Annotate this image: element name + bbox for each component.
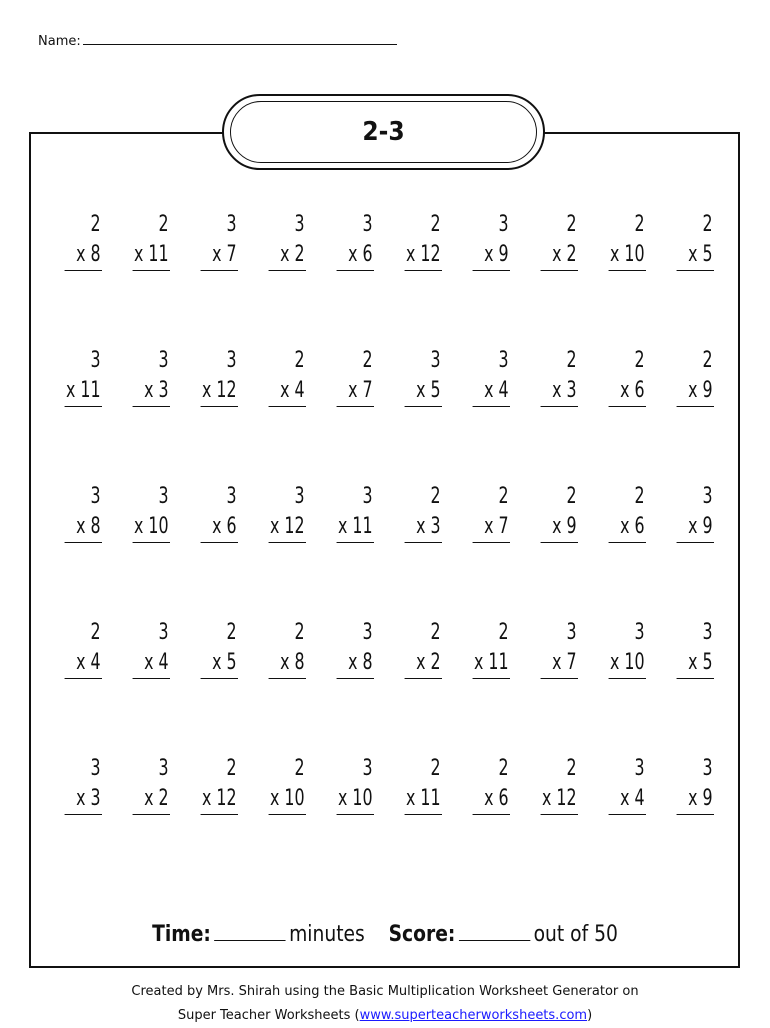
problem-2-4 (269, 346, 306, 407)
problem-2-1 (65, 346, 102, 407)
problem-5-1 (65, 754, 102, 815)
multiplier: x 6 (609, 512, 646, 543)
problem-4-8 (541, 618, 578, 679)
multiplier: x 4 (133, 648, 170, 679)
multiplicand: 2 (566, 484, 577, 509)
problem-4-7 (473, 618, 510, 679)
multiplier: x 5 (677, 240, 714, 271)
problem-5-10 (677, 754, 714, 815)
multiplier: x 3 (405, 512, 442, 543)
problem-1-7 (473, 210, 510, 271)
score-blank[interactable] (459, 922, 530, 941)
problem-1-3 (201, 210, 238, 271)
multiplier: x 9 (677, 376, 714, 407)
multiplier: x 12 (405, 240, 442, 271)
multiplicand: 3 (362, 756, 373, 781)
problem-2-10 (677, 346, 714, 407)
multiplicand: 2 (566, 212, 577, 237)
multiplier: x 9 (677, 784, 714, 815)
time-score-line (58, 922, 713, 947)
multiplier: x 11 (405, 784, 442, 815)
multiplicand: 2 (294, 620, 305, 645)
multiplicand: 3 (362, 212, 373, 237)
multiplicand: 3 (498, 212, 509, 237)
problem-2-3 (201, 346, 238, 407)
problem-4-5 (337, 618, 374, 679)
site-link[interactable]: www.superteacherworksheets.com (359, 1008, 588, 1023)
problem-3-6 (405, 482, 442, 543)
multiplicand: 2 (634, 348, 645, 373)
multiplier: x 7 (201, 240, 238, 271)
out-of-label: out of 50 (533, 922, 618, 947)
problem-3-5 (337, 482, 374, 543)
multiplier: x 10 (269, 784, 306, 815)
problem-3-8 (541, 482, 578, 543)
multiplicand: 3 (90, 756, 101, 781)
problem-3-4 (269, 482, 306, 543)
multiplicand: 3 (226, 212, 237, 237)
multiplier: x 8 (65, 512, 102, 543)
multiplicand: 2 (566, 756, 577, 781)
problem-2-2 (133, 346, 170, 407)
multiplicand: 2 (430, 484, 441, 509)
multiplicand: 3 (158, 348, 169, 373)
multiplier: x 4 (609, 784, 646, 815)
multiplicand: 2 (566, 348, 577, 373)
multiplicand: 3 (702, 756, 713, 781)
multiplier: x 6 (337, 240, 374, 271)
problem-2-6 (405, 346, 442, 407)
problem-4-2 (133, 618, 170, 679)
score-label: Score: (388, 922, 456, 947)
name-label: Name: (38, 34, 81, 49)
credits-suffix: ) (587, 1008, 593, 1023)
problem-5-3 (201, 754, 238, 815)
multiplicand: 2 (634, 212, 645, 237)
multiplier: x 6 (473, 784, 510, 815)
problem-4-4 (269, 618, 306, 679)
multiplier: x 10 (133, 512, 170, 543)
worksheet-title: 2-3 (362, 117, 405, 147)
multiplier: x 5 (201, 648, 238, 679)
multiplier: x 11 (65, 376, 102, 407)
multiplier: x 7 (337, 376, 374, 407)
problem-3-7 (473, 482, 510, 543)
problem-1-1 (65, 210, 102, 271)
problem-1-9 (609, 210, 646, 271)
credits (0, 980, 770, 1028)
problem-1-6 (405, 210, 442, 271)
problem-3-10 (677, 482, 714, 543)
multiplicand: 3 (634, 620, 645, 645)
multiplier: x 11 (337, 512, 374, 543)
multiplicand: 3 (90, 484, 101, 509)
multiplicand: 2 (226, 620, 237, 645)
credits-line-2 (0, 1004, 770, 1028)
problem-5-7 (473, 754, 510, 815)
multiplier: x 10 (609, 648, 646, 679)
multiplicand: 2 (498, 484, 509, 509)
multiplicand: 3 (294, 212, 305, 237)
problem-5-6 (405, 754, 442, 815)
multiplier: x 4 (269, 376, 306, 407)
problem-1-8 (541, 210, 578, 271)
multiplier: x 4 (473, 376, 510, 407)
problem-4-6 (405, 618, 442, 679)
multiplier: x 3 (541, 376, 578, 407)
multiplicand: 2 (702, 212, 713, 237)
multiplier: x 12 (201, 376, 238, 407)
multiplicand: 3 (498, 348, 509, 373)
problem-3-3 (201, 482, 238, 543)
multiplicand: 2 (634, 484, 645, 509)
multiplicand: 3 (430, 348, 441, 373)
minutes-label: minutes (289, 922, 365, 947)
credits-prefix: Super Teacher Worksheets ( (177, 1008, 360, 1023)
time-blank[interactable] (214, 922, 285, 941)
multiplicand: 3 (90, 348, 101, 373)
problem-1-2 (133, 210, 170, 271)
multiplier: x 12 (269, 512, 306, 543)
multiplicand: 3 (362, 620, 373, 645)
multiplicand: 2 (498, 620, 509, 645)
multiplier: x 8 (337, 648, 374, 679)
multiplicand: 3 (702, 620, 713, 645)
problem-5-2 (133, 754, 170, 815)
multiplicand: 2 (294, 348, 305, 373)
multiplicand: 2 (90, 212, 101, 237)
problem-2-7 (473, 346, 510, 407)
multiplicand: 3 (226, 484, 237, 509)
time-label: Time: (152, 922, 211, 947)
multiplicand: 3 (566, 620, 577, 645)
multiplier: x 12 (201, 784, 238, 815)
problem-5-5 (337, 754, 374, 815)
multiplier: x 7 (541, 648, 578, 679)
multiplicand: 2 (430, 620, 441, 645)
problem-3-2 (133, 482, 170, 543)
multiplicand: 2 (90, 620, 101, 645)
problem-2-8 (541, 346, 578, 407)
multiplier: x 9 (541, 512, 578, 543)
problem-4-9 (609, 618, 646, 679)
multiplier: x 11 (473, 648, 510, 679)
problem-3-9 (609, 482, 646, 543)
multiplicand: 2 (362, 348, 373, 373)
multiplier: x 5 (405, 376, 442, 407)
multiplier: x 5 (677, 648, 714, 679)
problem-5-8 (541, 754, 578, 815)
multiplicand: 2 (430, 756, 441, 781)
multiplier: x 9 (677, 512, 714, 543)
multiplier: x 6 (201, 512, 238, 543)
multiplier: x 12 (541, 784, 578, 815)
multiplicand: 2 (158, 212, 169, 237)
multiplicand: 3 (158, 756, 169, 781)
problem-1-5 (337, 210, 374, 271)
problem-2-5 (337, 346, 374, 407)
multiplier: x 9 (473, 240, 510, 271)
multiplicand: 3 (158, 484, 169, 509)
multiplicand: 2 (702, 348, 713, 373)
multiplicand: 2 (498, 756, 509, 781)
multiplier: x 2 (269, 240, 306, 271)
multiplicand: 3 (158, 620, 169, 645)
multiplier: x 2 (133, 784, 170, 815)
credits-line-1: Created by Mrs. Shirah using the Basic Multiplication Worksheet Generator on (131, 984, 639, 999)
multiplier: x 10 (337, 784, 374, 815)
multiplicand: 3 (294, 484, 305, 509)
problem-5-4 (269, 754, 306, 815)
multiplier: x 8 (269, 648, 306, 679)
multiplier: x 6 (609, 376, 646, 407)
multiplicand: 3 (634, 756, 645, 781)
multiplicand: 2 (430, 212, 441, 237)
multiplicand: 2 (294, 756, 305, 781)
problem-4-1 (65, 618, 102, 679)
multiplier: x 10 (609, 240, 646, 271)
multiplicand: 3 (702, 484, 713, 509)
multiplicand: 2 (226, 756, 237, 781)
problem-5-9 (609, 754, 646, 815)
multiplier: x 2 (541, 240, 578, 271)
multiplier: x 7 (473, 512, 510, 543)
problem-1-10 (677, 210, 714, 271)
multiplier: x 8 (65, 240, 102, 271)
multiplier: x 3 (133, 376, 170, 407)
multiplicand: 3 (362, 484, 373, 509)
multiplier: x 3 (65, 784, 102, 815)
problem-2-9 (609, 346, 646, 407)
multiplicand: 3 (226, 348, 237, 373)
problem-1-4 (269, 210, 306, 271)
problem-3-1 (65, 482, 102, 543)
problem-4-10 (677, 618, 714, 679)
multiplier: x 4 (65, 648, 102, 679)
multiplier: x 2 (405, 648, 442, 679)
problem-4-3 (201, 618, 238, 679)
multiplier: x 11 (133, 240, 170, 271)
